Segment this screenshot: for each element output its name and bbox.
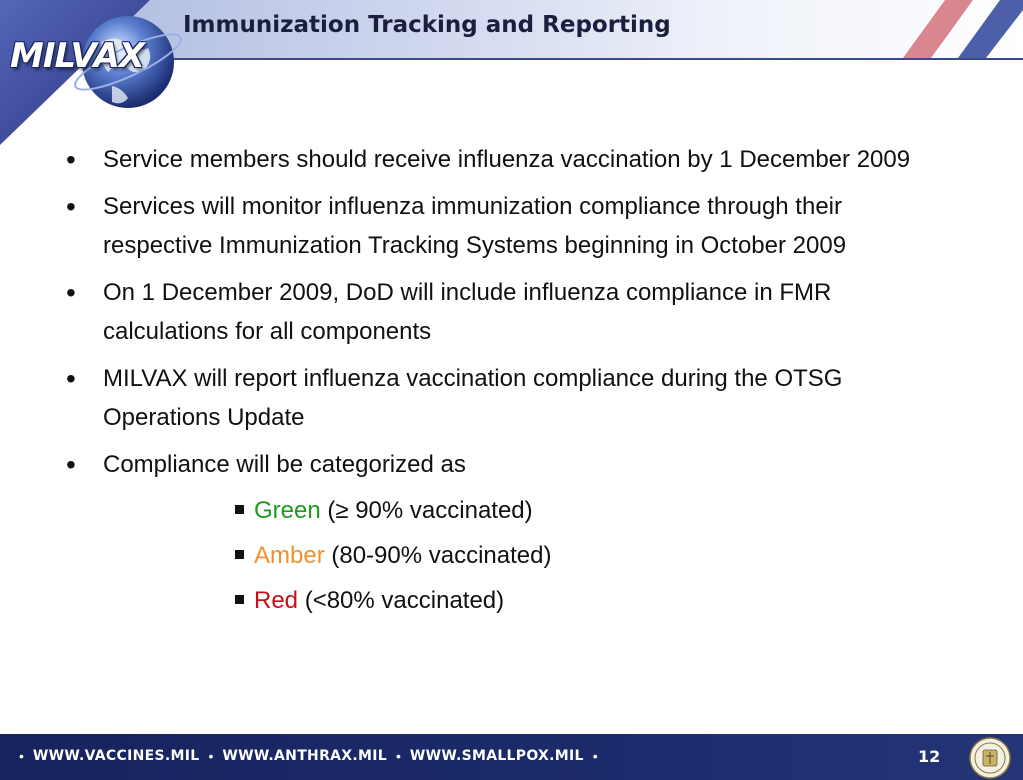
bullet-item <box>0 359 1023 437</box>
footer-link-vaccines[interactable]: WWW.VACCINES.MIL <box>32 748 200 764</box>
logo-text: MILVAX <box>10 36 145 76</box>
slide-footer <box>0 734 1023 780</box>
bullet-item <box>0 187 1023 265</box>
footer-separator: • <box>208 748 214 764</box>
bullet-item <box>0 140 1023 179</box>
slide-body <box>0 140 1023 631</box>
bullet-text: On 1 December 2009, DoD will include influenza compliance in FMR calculations for all components <box>103 279 832 345</box>
page-number: 12 <box>918 747 941 766</box>
bullet-item <box>0 445 1023 623</box>
category-red <box>103 578 953 623</box>
category-detail: (80-90% vaccinated) <box>331 542 552 569</box>
bullet-dot-icon: • <box>66 277 76 308</box>
category-label: Green <box>254 497 321 524</box>
bullet-text: Service members should receive influenza vaccination by 1 December 2009 <box>103 146 911 173</box>
compliance-category-list <box>103 488 953 623</box>
square-bullet-icon <box>235 550 244 559</box>
bullet-dot-icon: • <box>66 449 76 480</box>
square-bullet-icon <box>235 595 244 604</box>
footer-separator: • <box>592 748 598 764</box>
square-bullet-icon <box>235 505 244 514</box>
footer-separator: • <box>19 748 24 764</box>
footer-separator: • <box>395 748 401 764</box>
category-detail: (<80% vaccinated) <box>304 587 505 614</box>
bullet-text: Services will monitor influenza immunization compliance through their respective Immunization Tracking Systems beginning in October 2009 <box>103 193 847 259</box>
footer-link-anthrax[interactable]: WWW.ANTHRAX.MIL <box>222 748 387 764</box>
slide-title: Immunization Tracking and Reporting <box>183 12 671 38</box>
bullet-text: Compliance will be categorized as <box>103 451 466 478</box>
bullet-dot-icon: • <box>66 191 76 222</box>
category-label: Amber <box>254 542 325 569</box>
bullet-item <box>0 273 1023 351</box>
category-green <box>103 488 953 533</box>
bullet-list <box>0 140 1023 623</box>
bullet-dot-icon: • <box>66 144 76 175</box>
milvax-logo <box>0 0 185 150</box>
category-detail: (≥ 90% vaccinated) <box>327 497 533 524</box>
footer-link-smallpox[interactable]: WWW.SMALLPOX.MIL <box>409 748 584 764</box>
category-label: Red <box>254 587 299 614</box>
footer-links <box>10 748 607 764</box>
bullet-dot-icon: • <box>66 363 76 394</box>
header-stripes <box>853 0 1023 58</box>
army-medical-seal-icon <box>969 737 1011 779</box>
category-amber <box>103 533 953 578</box>
bullet-text: MILVAX will report influenza vaccination compliance during the OTSG Operations Update <box>103 365 843 431</box>
